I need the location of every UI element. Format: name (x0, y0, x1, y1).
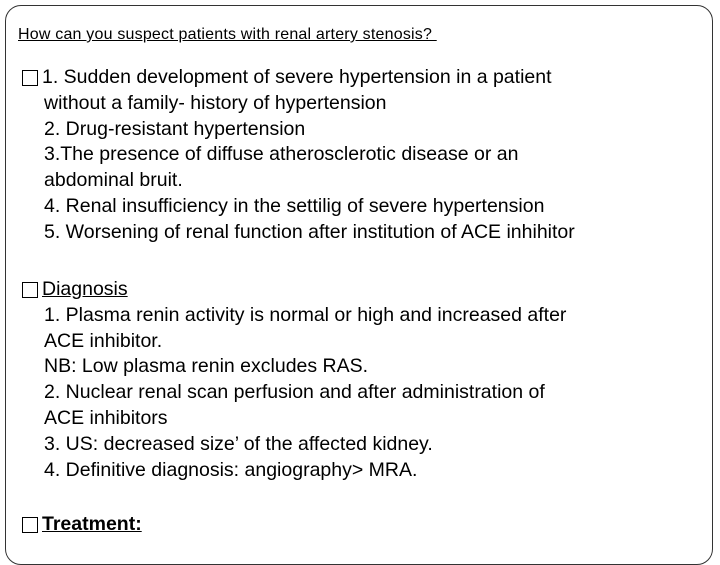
criteria-line: abdominal bruit. (44, 169, 183, 192)
bullet-section-diagnosis (22, 277, 566, 483)
bullet-line (22, 512, 142, 538)
criteria-line: 2. Drug-resistant hypertension (44, 117, 306, 140)
diagnosis-line: 3. US: decreased size’ of the affected kidney. (44, 432, 433, 455)
treatment-heading: Treatment: (42, 513, 142, 535)
bullet-line (22, 65, 575, 91)
checkbox-bullet-icon (22, 70, 38, 86)
diagnosis-heading: Diagnosis (42, 278, 128, 300)
slide-title: How can you suspect patients with renal artery stenosis? (18, 26, 437, 43)
criteria-item-1: 1. Sudden development of severe hypertension in a patient (42, 66, 552, 88)
bullet-section-treatment (22, 512, 142, 538)
checkbox-bullet-icon (22, 282, 38, 298)
criteria-line: 4. Renal insufficiency in the settilig of severe hypertension (44, 194, 545, 217)
diagnosis-line: NB: Low plasma renin excludes RAS. (44, 355, 369, 378)
bullet-line (22, 277, 566, 303)
diagnosis-line: ACE inhibitors (44, 406, 168, 429)
diagnosis-line: 4. Definitive diagnosis: angiography> MRA. (44, 458, 418, 481)
diagnosis-line: ACE inhibitor. (44, 329, 163, 352)
criteria-line: 5. Worsening of renal function after institution of ACE inhihitor (44, 220, 575, 243)
criteria-line: 3.The presence of diffuse atherosclerotic disease or an (44, 143, 519, 166)
bullet-section-criteria (22, 65, 575, 246)
criteria-line: without a family- history of hypertension (44, 91, 387, 114)
diagnosis-line: 1. Plasma renin activity is normal or high and increased after (44, 303, 567, 326)
diagnosis-line: 2. Nuclear renal scan perfusion and after administration of (44, 381, 545, 404)
checkbox-bullet-icon (22, 517, 38, 533)
